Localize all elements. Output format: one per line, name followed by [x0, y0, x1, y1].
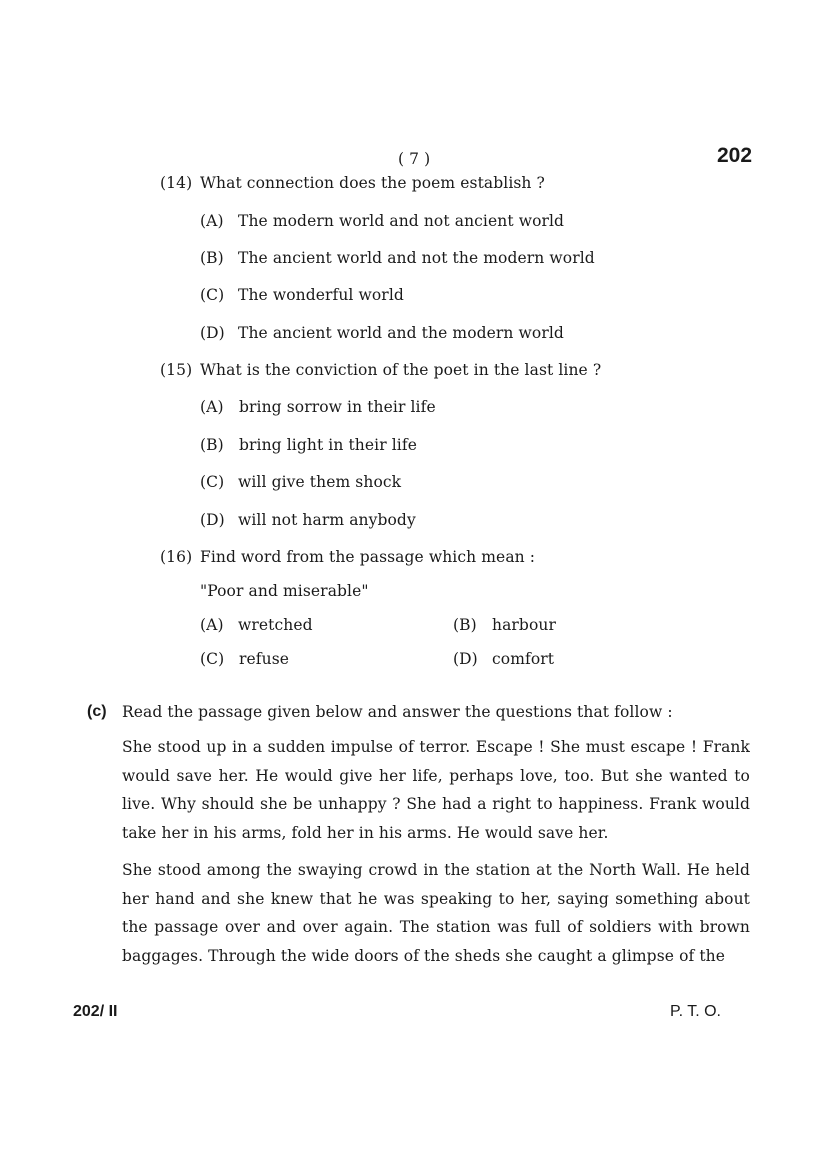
section-instruction: Read the passage given below and answer the questions that follow :	[122, 703, 673, 721]
option-label: (D)	[200, 511, 225, 529]
question-number: (15)	[160, 361, 193, 379]
question-number: (16)	[160, 548, 193, 566]
option-label: (A)	[200, 212, 224, 230]
option-text: The ancient world and the modern world	[238, 324, 564, 342]
passage-paragraph-2: She stood among the swaying crowd in the station at the North Wall. He held her hand and she knew that he was speaking to her, saying something about the passage over and over again. The station was full of soldiers with brown baggages. Through the wide doors of the sheds she caught a glimpse of the	[122, 861, 750, 965]
pto-label: P. T. O.	[670, 1003, 721, 1020]
option-label: (B)	[200, 436, 224, 454]
option-label: (B)	[200, 249, 224, 267]
option-text: comfort	[492, 650, 555, 668]
question-text: Find word from the passage which mean :	[200, 548, 536, 566]
option-label: (C)	[200, 473, 225, 491]
option-text: The modern world and not ancient world	[238, 212, 565, 230]
option-text: harbour	[492, 616, 556, 634]
question-text: What connection does the poem establish ?	[200, 174, 545, 192]
option-label: (D)	[453, 650, 478, 668]
question-quote: "Poor and miserable"	[200, 582, 369, 600]
question-text: What is the conviction of the poet in the last line ?	[200, 361, 602, 379]
option-label: (C)	[200, 286, 225, 304]
section-label: (c)	[87, 703, 107, 720]
page-number: ( 7 )	[398, 150, 431, 168]
option-text: wretched	[238, 616, 313, 634]
option-text: The ancient world and not the modern world	[238, 249, 595, 267]
footer-code: 202/ II	[73, 1003, 118, 1020]
option-text: The wonderful world	[238, 286, 404, 304]
option-text: bring sorrow in their life	[239, 398, 436, 416]
option-label: (A)	[200, 616, 224, 634]
option-label: (B)	[453, 616, 477, 634]
option-text: bring light in their life	[239, 436, 417, 454]
paper-code: 202	[717, 144, 753, 167]
option-label: (C)	[200, 650, 225, 668]
option-label: (D)	[200, 324, 225, 342]
option-text: will give them shock	[238, 473, 402, 491]
option-label: (A)	[200, 398, 224, 416]
passage-paragraph-1: She stood up in a sudden impulse of terror. Escape ! She must escape ! Frank would save her. He would give her life, perhaps love, too. But she wanted to live. Why should she be unhappy ? She had a right to happiness. Frank would take her in his arms, fold her in his arms. He would save her.	[122, 738, 750, 842]
option-text: will not harm anybody	[238, 511, 416, 529]
option-text: refuse	[239, 650, 290, 668]
question-number: (14)	[160, 174, 193, 192]
